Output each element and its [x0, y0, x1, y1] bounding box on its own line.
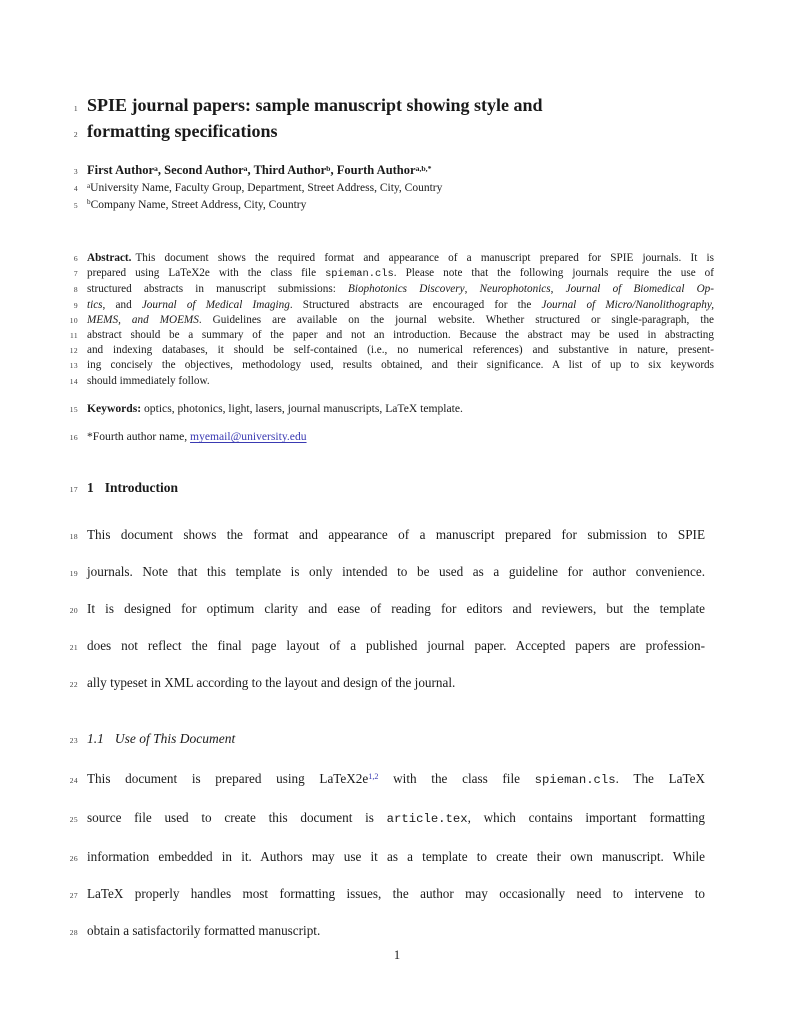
line-text — [87, 251, 714, 266]
text-run: University Name, Faculty Group, Department, Street Address, City, Country — [90, 182, 443, 194]
line-text — [87, 181, 794, 198]
text-run: , and — [102, 298, 142, 311]
manuscript-line — [0, 251, 794, 266]
manuscript-line — [0, 875, 794, 912]
text-run: and indexing databases, it should be self-contained (i.e., no numerical references) and substantive in nature, present- — [87, 344, 714, 357]
line-number: 15 — [69, 404, 78, 414]
line-number: 22 — [69, 680, 78, 690]
line-text — [87, 298, 714, 313]
line-text — [87, 198, 794, 215]
manuscript-line — [0, 181, 794, 198]
manuscript-line — [0, 590, 794, 627]
line-text — [87, 664, 705, 701]
line-number: 4 — [73, 184, 78, 193]
manuscript-line — [0, 118, 794, 144]
line-text — [87, 912, 705, 949]
text-run: journals. Note that this template is only intended to be used as a guideline for author convenience. — [87, 564, 705, 580]
text-run: ing concisely the objectives, methodology used, results obtained, and their significance. A list of up to six keywords — [87, 359, 714, 372]
manuscript-line — [0, 328, 794, 343]
text-run: LaTeX properly handles most formatting issues, the author may occasionally need to intervene to — [87, 886, 705, 902]
line-text — [87, 374, 714, 389]
text-run: information embedded in it. Authors may use it as a template to create their own manuscript. While — [87, 849, 705, 865]
manuscript-line — [0, 553, 794, 590]
title-block — [0, 92, 794, 144]
text-run: structured abstracts in manuscript submissions: — [87, 283, 348, 296]
manuscript-line — [0, 627, 794, 664]
text-run: Abstract. — [87, 252, 132, 264]
text-run: abstract should be a summary of the paper and not an introduction. Because the abstract may be used in abstracting — [87, 329, 714, 342]
line-number: 12 — [69, 346, 78, 356]
text-run: Company Name, Street Address, City, Country — [90, 198, 307, 211]
manuscript-line — [0, 429, 794, 444]
section-block — [0, 478, 794, 498]
authors-block — [0, 161, 794, 214]
line-text — [87, 838, 705, 875]
text-run: This document shows the required format and appearance of a manuscript prepared for SPIE journals. It is — [135, 252, 714, 264]
text-run: , which contains important formatting — [467, 810, 705, 826]
text-run: It is designed for optimum clarity and ease of reading for editors and reviewers, but the template — [87, 601, 705, 617]
manuscript-line — [0, 358, 794, 373]
line-text — [87, 313, 714, 328]
text-run: a — [154, 163, 158, 173]
manuscript-line — [0, 374, 794, 389]
manuscript-line — [0, 343, 794, 358]
text-run: Neurophotonics — [479, 283, 551, 296]
code-text: spieman.cls — [534, 773, 616, 788]
line-number: 5 — [73, 200, 78, 210]
text-run: This document shows the format and appearance of a manuscript prepared for submission to SPIE — [87, 527, 705, 543]
keywords-block — [0, 401, 794, 416]
text-run: Introduction — [104, 480, 179, 496]
line-number: 11 — [69, 331, 78, 341]
line-number: 26 — [69, 854, 78, 864]
page-number: 1 — [393, 948, 401, 962]
line-text — [87, 799, 705, 838]
text-run: prepared using LaTeX2e with the class file — [87, 267, 326, 280]
manuscript-line — [0, 664, 794, 701]
line-number: 21 — [69, 643, 78, 653]
line-number: 10 — [69, 315, 78, 325]
text-run: First Author — [87, 163, 155, 177]
line-text — [87, 553, 705, 590]
text-run: , — [464, 283, 480, 296]
line-number: 19 — [69, 569, 78, 579]
text-run: formatting specifications — [87, 121, 278, 141]
text-run: a,b,* — [415, 163, 432, 173]
text-run: Biophotonics Discovery — [348, 283, 465, 296]
text-run: . Structured abstracts are encouraged for the — [289, 298, 542, 311]
line-number: 16 — [69, 433, 78, 443]
line-number: 14 — [69, 376, 78, 386]
line-number: 8 — [73, 285, 78, 295]
text-run: Keywords: — [87, 401, 142, 415]
manuscript-line — [0, 838, 794, 875]
citation-reference[interactable]: 1,2 — [368, 772, 379, 782]
manuscript-line — [0, 478, 794, 498]
line-number: 2 — [73, 130, 78, 139]
line-text — [87, 627, 705, 664]
line-number: 17 — [69, 485, 78, 495]
manuscript-line — [0, 282, 794, 297]
line-text — [87, 590, 705, 627]
line-text — [87, 118, 794, 144]
line-text — [87, 266, 714, 282]
line-text — [87, 729, 794, 749]
manuscript-line — [0, 92, 794, 118]
line-text — [87, 478, 794, 498]
page-footer — [0, 948, 794, 963]
manuscript-line — [0, 516, 794, 553]
body2-block — [0, 760, 794, 949]
line-text — [87, 401, 794, 416]
text-run: , Fourth Author — [330, 163, 416, 177]
text-run: a — [87, 181, 91, 190]
manuscript-line — [0, 198, 794, 215]
line-text — [87, 516, 705, 553]
code-text: spieman.cls — [325, 268, 394, 281]
text-run: optics, photonics, light, lasers, journal manuscripts, LaTeX template. — [141, 401, 463, 415]
text-run: with the class file — [378, 771, 535, 787]
text-run: does not reflect the final page layout of a published journal paper. Accepted papers are profession- — [87, 638, 705, 654]
subsection-block — [0, 729, 794, 749]
text-run: Journal of Biomedical Op- — [565, 283, 714, 296]
text-run: SPIE journal papers: sample manuscript showing style and — [87, 95, 543, 115]
line-number: 18 — [69, 532, 78, 542]
line-number: 25 — [69, 815, 78, 825]
line-number: 23 — [69, 736, 78, 746]
manuscript-line — [0, 298, 794, 313]
text-run: . Guidelines are available on the journal website. Whether structured or single-paragraph, the — [198, 313, 715, 326]
manuscript-line — [0, 799, 794, 838]
text-run: . Please note that the following journals require the use of — [393, 267, 714, 280]
text-run: b — [326, 163, 331, 173]
text-run: b — [87, 198, 91, 207]
manuscript-content — [0, 92, 794, 949]
line-text — [87, 161, 794, 181]
text-run: MEMS, and MOEMS — [87, 313, 199, 326]
section-number: 1 — [87, 480, 94, 496]
text-run: , — [550, 283, 566, 296]
manuscript-line — [0, 161, 794, 181]
text-run: tics — [87, 298, 103, 311]
text-run: , Second Author — [157, 163, 244, 177]
text-run: Journal of Medical Imaging — [141, 298, 290, 311]
email-link[interactable]: myemail@university.edu — [190, 430, 307, 444]
text-run: This document is prepared using LaTeX2e — [87, 771, 369, 787]
text-run: , Third Author — [247, 163, 327, 177]
text-run: . The LaTeX — [615, 771, 705, 787]
text-run: *Fourth author name, — [87, 430, 191, 444]
text-run: ally typeset in XML according to the layout and design of the journal. — [87, 675, 456, 691]
abstract-block — [0, 251, 794, 389]
line-number: 9 — [73, 300, 78, 310]
text-run: Journal of Micro/Nanolithography, — [541, 298, 714, 311]
line-number: 20 — [69, 606, 78, 616]
line-text — [87, 760, 705, 799]
line-number: 3 — [73, 167, 78, 176]
text-run: obtain a satisfactorily formatted manuscript. — [87, 923, 321, 939]
line-number: 6 — [73, 254, 78, 263]
line-number: 28 — [69, 928, 78, 938]
line-text — [87, 92, 794, 118]
line-number: 27 — [69, 891, 78, 901]
line-text — [87, 358, 714, 373]
line-text — [87, 282, 714, 297]
line-number: 24 — [69, 776, 78, 786]
manuscript-line — [0, 266, 794, 282]
line-number: 13 — [69, 361, 78, 371]
section-number: 1.1 — [87, 731, 104, 747]
line-number: 7 — [73, 269, 78, 279]
line-text — [87, 343, 714, 358]
body1-block — [0, 516, 794, 701]
text-run: Use of This Document — [114, 731, 236, 747]
text-run: source file used to create this document is — [87, 810, 387, 826]
line-text — [87, 328, 714, 343]
text-run: a — [243, 163, 248, 173]
manuscript-line — [0, 912, 794, 949]
manuscript-line — [0, 313, 794, 328]
code-text: article.tex — [386, 812, 468, 827]
manuscript-line — [0, 729, 794, 749]
email-block — [0, 429, 794, 444]
manuscript-line — [0, 401, 794, 416]
line-number: 1 — [73, 104, 78, 113]
manuscript-line — [0, 760, 794, 799]
line-text — [87, 875, 705, 912]
line-text — [87, 429, 794, 444]
text-run: should immediately follow. — [87, 374, 210, 387]
